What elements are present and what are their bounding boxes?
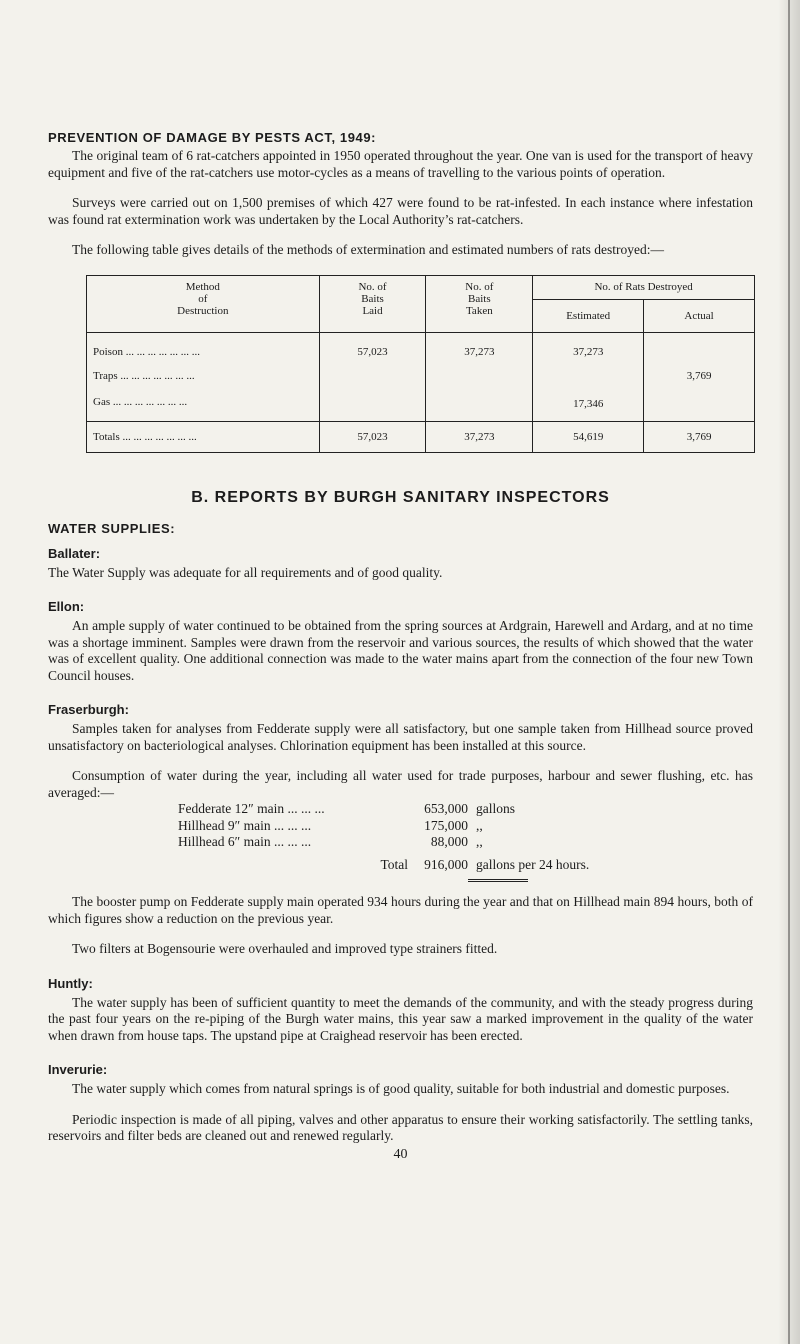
fraserburgh-paragraph-2: Consumption of water during the year, including all water used for trade purposes, harbour and sewer flushing, etc. has averaged:— (48, 768, 753, 800)
col-header-method: Method of Destruction (87, 275, 320, 332)
fraserburgh-paragraph-1: Samples taken for analyses from Fedderate supply were all satisfactory, but one sample taken from Hillhead source proved unsatisfactory on bacteriological analyses. Chlorination equipment has been installed at this source. (48, 721, 753, 753)
col-header-estimated: Estimated (533, 299, 644, 332)
water-consumption-list (178, 801, 753, 882)
huntly-paragraph: The water supply has been of sufficient quantity to meet the demands of the community, and with the steady progress during the past four years on the re-piping of the Burgh water mains, this year saw a marked improvement in the quality of the water when drawn from house taps. The upstand pipe at Craighead reservoir has been erected. (48, 994, 753, 1043)
ballater-paragraph: The Water Supply was adequate for all requirements and of good quality. (48, 564, 443, 580)
fraserburgh-paragraph-4: Two filters at Bogensourie were overhauled and improved type strainers fitted. (72, 941, 498, 956)
ballater-heading: Ballater: (48, 545, 101, 561)
page-content (48, 130, 753, 1163)
col-header-rats-destroyed: No. of Rats Destroyed (533, 275, 755, 299)
list-item: Hillhead 9″ main ... ... ... 175,000 ,, (178, 817, 483, 833)
water-supplies-heading: WATER SUPPLIES: (48, 520, 176, 536)
col-header-baits-laid: No. of Baits Laid (319, 275, 426, 332)
inverurie-heading: Inverurie: (48, 1062, 108, 1077)
pests-paragraph-3: The following table gives details of the methods of extermination and estimated numbers of rats destroyed:— (72, 242, 664, 257)
section-b-title: B. REPORTS BY BURGH SANITARY INSPECTORS (191, 488, 610, 506)
pests-paragraph-2: Surveys were carried out on 1,500 premises of which 427 were found to be rat-infested. In each instance where infestation was found rat extermination work was undertaken by the Local Authority’s rat-catchers. (48, 195, 753, 227)
pests-paragraph-1: The original team of 6 rat-catchers appointed in 1950 operated throughout the year. One van is used for the transport of heavy equipment and five of the rat-catchers use motor-cycles as a means of travelling to the various points of operation. (48, 148, 753, 180)
fraserburgh-paragraph-3: The booster pump on Fedderate supply main operated 934 hours during the year and that on Hillhead main 894 hours, both of which figures show a reduction on the previous year. (48, 894, 753, 926)
inverurie-paragraph-1: The water supply which comes from natural springs is of good quality, suitable for both industrial and domestic purposes. (72, 1081, 730, 1096)
table-row: Traps ... ... ... ... ... ... ... 3,769 (87, 364, 755, 388)
ellon-paragraph: An ample supply of water continued to be obtained from the spring sources at Ardgrain, Harewell and Ardarg, and at no time was a shortage imminent. Samples were drawn from the reservoir and various sources, the results of which showed that the water was of excellent quality. One additional connection was made to the water mains apart from the connection of the four new Town Council houses. (48, 618, 753, 683)
col-header-actual: Actual (644, 299, 755, 332)
table-totals-row: Totals ... ... ... ... ... ... ... 57,023 37,273 54,619 3,769 (87, 421, 755, 452)
fraserburgh-heading: Fraserburgh: (48, 702, 129, 717)
huntly-heading: Huntly: (48, 975, 93, 991)
page-edge-line (788, 0, 790, 1344)
rat-destruction-table (86, 275, 755, 453)
inverurie-paragraph-2: Periodic inspection is made of all piping, valves and other apparatus to ensure their working satisfactorily. The settling tanks, reservoirs and filter beds are cleaned out and renewed regularly. (48, 1111, 753, 1143)
col-header-baits-taken: No. of Baits Taken (426, 275, 533, 332)
consumption-total: Total 916,000 gallons per 24 hours. (380, 856, 590, 872)
ellon-heading: Ellon: (48, 599, 85, 614)
table-row: Gas ... ... ... ... ... ... ... 17,346 (87, 388, 755, 422)
page-number: 40 (393, 1146, 408, 1162)
pests-act-heading: PREVENTION OF DAMAGE BY PESTS ACT, 1949: (48, 130, 377, 145)
list-item: Fedderate 12″ main ... ... ... 653,000 gallons (178, 801, 515, 816)
list-item: Hillhead 6″ main ... ... ... 88,000 ,, (178, 834, 483, 849)
table-row: Poison ... ... ... ... ... ... ... 57,023 37,273 37,273 (87, 332, 755, 364)
